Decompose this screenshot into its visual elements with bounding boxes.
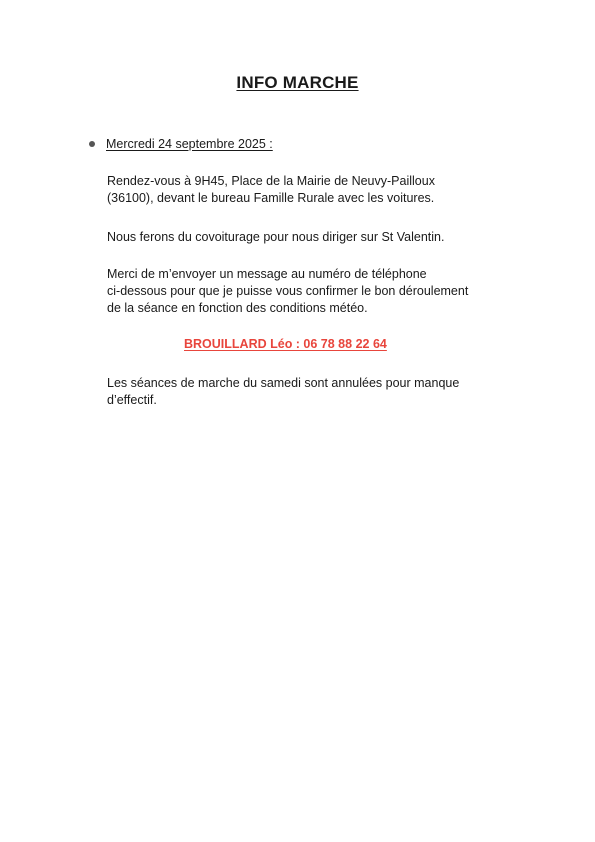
bullet-item-date [89,136,273,152]
paragraph-line: Rendez-vous à 9H45, Place de la Mairie de Neuvy-Pailloux [107,174,435,188]
paragraph-rendezvous [107,173,527,207]
date-heading: Mercredi 24 septembre 2025 : [106,137,273,151]
contact-phone: BROUILLARD Léo : 06 78 88 22 64 [184,337,387,351]
paragraph-line: d’effectif. [107,393,157,407]
paragraph-line: Merci de m’envoyer un message au numéro de téléphone [107,267,427,281]
page-title: INFO MARCHE [236,73,359,92]
paragraph-line: (36100), devant le bureau Famille Rurale avec les voitures. [107,191,435,205]
paragraph-line: Les séances de marche du samedi sont annulées pour manque [107,376,460,390]
paragraph-covoiturage [107,229,527,246]
bullet-dot-icon [89,141,95,147]
paragraph-samedi [107,375,527,409]
paragraph-line: de la séance en fonction des conditions météo. [107,301,368,315]
paragraph-message [107,266,527,317]
paragraph-line: ci-dessous pour que je puisse vous confirmer le bon déroulement [107,284,469,298]
paragraph-line: Nous ferons du covoiturage pour nous diriger sur St Valentin. [107,230,445,244]
